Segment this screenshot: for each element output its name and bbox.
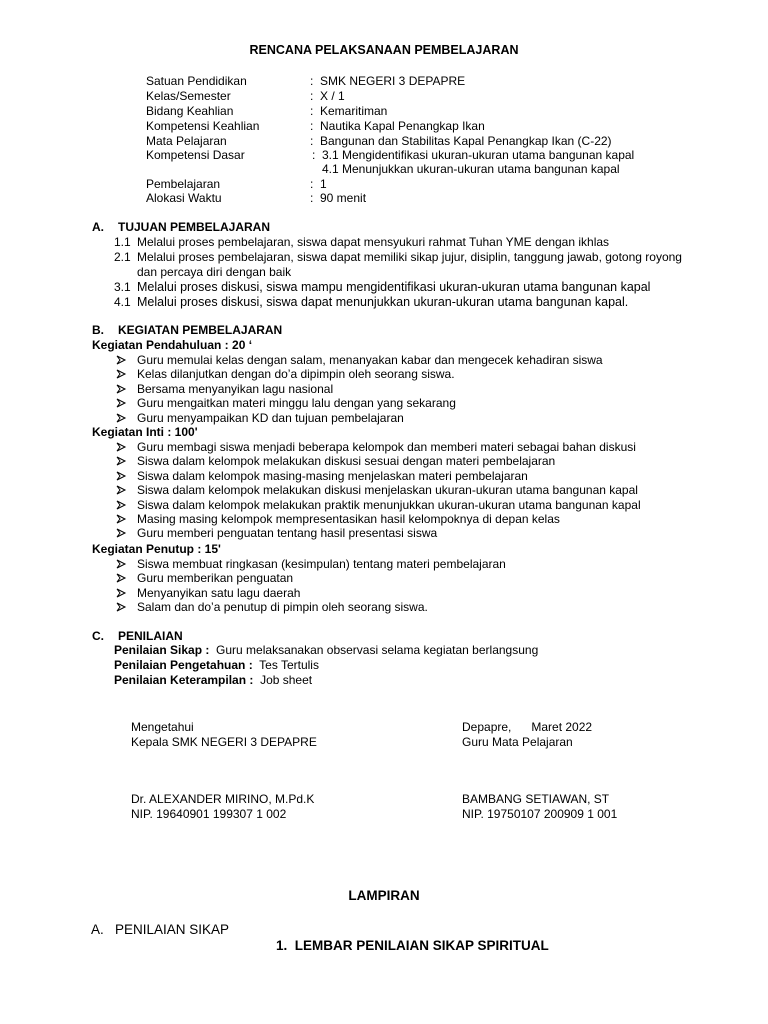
inti-list bbox=[114, 440, 641, 541]
pendahuluan-list bbox=[114, 353, 603, 425]
kegiatan-inti-heading: Kegiatan Inti : 100' bbox=[92, 425, 198, 439]
objective-item bbox=[114, 235, 704, 250]
identity-value: Kemaritiman bbox=[320, 104, 388, 118]
section-number: C. bbox=[92, 629, 104, 643]
list-item bbox=[114, 454, 641, 468]
assessment-label: Penilaian Pengetahuan : bbox=[114, 658, 253, 672]
objective-number: 2.1 bbox=[114, 250, 131, 264]
arrow-bullet-icon bbox=[114, 498, 128, 512]
identity-value: 1 bbox=[320, 177, 327, 191]
objective-text: Melalui proses diskusi, siswa dapat menunjukkan ukuran-ukuran utama bangunan kapal. bbox=[137, 294, 629, 309]
identity-value: Bangunan dan Stabilitas Kapal Penangkap Ikan (C-22) bbox=[320, 134, 612, 148]
identity-colon: : bbox=[312, 148, 316, 162]
identity-colon: : bbox=[310, 191, 314, 205]
arrow-bullet-icon bbox=[114, 382, 128, 396]
identity-label: Kelas/Semester bbox=[146, 89, 231, 103]
list-item-text: Salam dan do’a penutup di pimpin oleh seorang siswa. bbox=[137, 600, 428, 615]
list-item bbox=[114, 586, 506, 600]
lampiran-subtitle: 1. LEMBAR PENILAIAN SIKAP SPIRITUAL bbox=[276, 938, 549, 953]
arrow-bullet-icon bbox=[114, 600, 128, 614]
list-item bbox=[114, 440, 641, 454]
identity-colon: : bbox=[310, 74, 314, 88]
section-title: TUJUAN PEMBELAJARAN bbox=[118, 220, 271, 234]
identity-label: Kompetensi Dasar bbox=[146, 148, 245, 162]
list-item bbox=[114, 411, 603, 425]
assessment-value: Tes Tertulis bbox=[259, 658, 319, 672]
arrow-bullet-icon bbox=[114, 586, 128, 600]
identity-value: X / 1 bbox=[320, 89, 345, 103]
assessment-label: Penilaian Sikap : bbox=[114, 643, 210, 657]
arrow-bullet-icon bbox=[114, 512, 128, 526]
signature-nip: NIP. 19640901 199307 1 002 bbox=[131, 807, 287, 821]
section-number: B. bbox=[92, 323, 104, 337]
arrow-bullet-icon bbox=[114, 571, 128, 585]
list-item-text: Menyanyikan satu lagu daerah bbox=[137, 585, 301, 600]
identity-label: Pembelajaran bbox=[146, 177, 221, 191]
list-item-text: Kelas dilanjutkan dengan do’a dipimpin oleh seorang siswa. bbox=[137, 367, 455, 382]
objective-text: Melalui proses diskusi, siswa mampu mengidentifikasi ukuran-ukuran utama bangunan kapal bbox=[137, 280, 651, 294]
identity-colon: : bbox=[310, 119, 314, 133]
identity-colon: : bbox=[310, 177, 314, 191]
document-title: RENCANA PELAKSANAAN PEMBELAJARAN bbox=[249, 43, 519, 57]
lampiran-section: A. PENILAIAN SIKAP bbox=[91, 922, 230, 937]
signature-role: Guru Mata Pelajaran bbox=[462, 735, 573, 749]
objective-item bbox=[114, 295, 704, 310]
identity-label: Alokasi Waktu bbox=[146, 191, 222, 205]
arrow-bullet-icon bbox=[114, 440, 128, 454]
objective-text: Melalui proses pembelajaran, siswa dapat memiliki sikap jujur, disiplin, tanggung jawab, gotong royong dan percaya diri dengan baik bbox=[137, 250, 682, 279]
list-item-text: Guru memberikan penguatan bbox=[137, 571, 294, 586]
list-item-text: Masing masing kelompok mempresentasikan hasil kelompoknya di depan kelas bbox=[137, 511, 560, 526]
list-item bbox=[114, 557, 506, 571]
list-item-text: Guru menyampaikan KD dan tujuan pembelajaran bbox=[137, 410, 404, 425]
list-item bbox=[114, 483, 641, 497]
objective-item bbox=[114, 280, 704, 295]
signature-nip: NIP. 19750107 200909 1 001 bbox=[462, 807, 618, 821]
list-item-text: Bersama menyanyikan lagu nasional bbox=[137, 381, 334, 396]
assessment-label: Penilaian Keterampilan : bbox=[114, 673, 254, 687]
identity-label: Bidang Keahlian bbox=[146, 104, 234, 118]
arrow-bullet-icon bbox=[114, 367, 128, 381]
list-item bbox=[114, 396, 603, 410]
arrow-bullet-icon bbox=[114, 411, 128, 425]
list-item bbox=[114, 512, 641, 526]
objective-number: 3.1 bbox=[114, 280, 131, 294]
signature-caption: Mengetahui bbox=[131, 720, 194, 734]
section-c-heading bbox=[92, 629, 183, 643]
signature-place-date: Depapre, Maret 2022 bbox=[462, 720, 593, 734]
arrow-bullet-icon bbox=[114, 557, 128, 571]
assessment-value: Guru melaksanakan observasi selama kegiatan berlangsung bbox=[216, 643, 539, 657]
arrow-bullet-icon bbox=[114, 483, 128, 497]
list-item bbox=[114, 498, 641, 512]
list-item-text: Siswa dalam kelompok melakukan diskusi sesuai dengan materi pembelajaran bbox=[137, 454, 556, 469]
kegiatan-penutup-heading: Kegiatan Penutup : 15' bbox=[92, 542, 221, 556]
list-item-text: Siswa dalam kelompok masing-masing menjelaskan materi pembelajaran bbox=[137, 468, 528, 483]
list-item-text: Guru memberi penguatan tentang hasil presentasi siswa bbox=[137, 526, 438, 541]
assessment-row bbox=[114, 673, 312, 688]
objective-text: Melalui proses pembelajaran, siswa dapat mensyukuri rahmat Tuhan YME dengan ikhlas bbox=[137, 235, 610, 249]
section-title: KEGIATAN PEMBELAJARAN bbox=[118, 323, 283, 337]
identity-value: Nautika Kapal Penangkap Ikan bbox=[320, 119, 485, 133]
identity-value: 3.1 Mengidentifikasi ukuran-ukuran utama bangunan kapal bbox=[322, 148, 635, 162]
signature-name: Dr. ALEXANDER MIRINO, M.Pd.K bbox=[131, 792, 315, 806]
identity-colon: : bbox=[310, 134, 314, 148]
list-item-text: Guru mengaitkan materi minggu lalu dengan yang sekarang bbox=[137, 396, 456, 411]
list-item bbox=[114, 526, 641, 540]
arrow-bullet-icon bbox=[114, 526, 128, 540]
list-item bbox=[114, 571, 506, 585]
list-item-text: Siswa dalam kelompok melakukan praktik menunjukkan ukuran-ukuran utama bangunan kapal bbox=[137, 497, 641, 512]
identity-value: SMK NEGERI 3 DEPAPRE bbox=[320, 74, 466, 88]
list-item bbox=[114, 469, 641, 483]
arrow-bullet-icon bbox=[114, 469, 128, 483]
identity-label: Mata Pelajaran bbox=[146, 134, 227, 148]
lampiran-title: LAMPIRAN bbox=[348, 888, 420, 903]
signature-name: BAMBANG SETIAWAN, ST bbox=[462, 792, 610, 806]
identity-label: Satuan Pendidikan bbox=[146, 74, 247, 88]
list-item-text: Guru membagi siswa menjadi beberapa kelompok dan memberi materi sebagai bahan diskusi bbox=[137, 440, 636, 454]
arrow-bullet-icon bbox=[114, 454, 128, 468]
objectives-list bbox=[114, 235, 704, 309]
signature-role: Kepala SMK NEGERI 3 DEPAPRE bbox=[131, 735, 317, 749]
identity-label: Kompetensi Keahlian bbox=[146, 119, 260, 133]
arrow-bullet-icon bbox=[114, 353, 128, 367]
list-item-text: Siswa membuat ringkasan (kesimpulan) tentang materi pembelajaran bbox=[137, 557, 506, 571]
assessment-row bbox=[114, 643, 538, 658]
section-number: A. bbox=[92, 220, 104, 234]
list-item bbox=[114, 600, 506, 614]
objective-item bbox=[114, 250, 704, 279]
identity-colon: : bbox=[310, 104, 314, 118]
objective-number: 1.1 bbox=[114, 235, 131, 249]
kegiatan-pendahuluan-heading: Kegiatan Pendahuluan : 20 ‘ bbox=[92, 338, 253, 352]
list-item bbox=[114, 382, 603, 396]
identity-colon: : bbox=[310, 89, 314, 103]
section-title: PENILAIAN bbox=[118, 629, 183, 643]
objective-number: 4.1 bbox=[114, 294, 131, 309]
section-b-heading bbox=[92, 323, 282, 337]
list-item-text: Siswa dalam kelompok melakukan diskusi menjelaskan ukuran-ukuran utama bangunan kapal bbox=[137, 483, 638, 498]
identity-value: 90 menit bbox=[320, 191, 367, 205]
arrow-bullet-icon bbox=[114, 396, 128, 410]
assessment-row bbox=[114, 658, 319, 673]
penutup-list bbox=[114, 557, 506, 615]
list-item-text: Guru memulai kelas dengan salam, menanyakan kabar dan mengecek kehadiran siswa bbox=[137, 353, 603, 367]
section-a-heading bbox=[92, 220, 270, 234]
assessment-value: Job sheet bbox=[260, 673, 313, 687]
list-item bbox=[114, 353, 603, 367]
identity-value: 4.1 Menunjukkan ukuran-ukuran utama bangunan kapal bbox=[322, 162, 620, 176]
list-item bbox=[114, 367, 603, 381]
